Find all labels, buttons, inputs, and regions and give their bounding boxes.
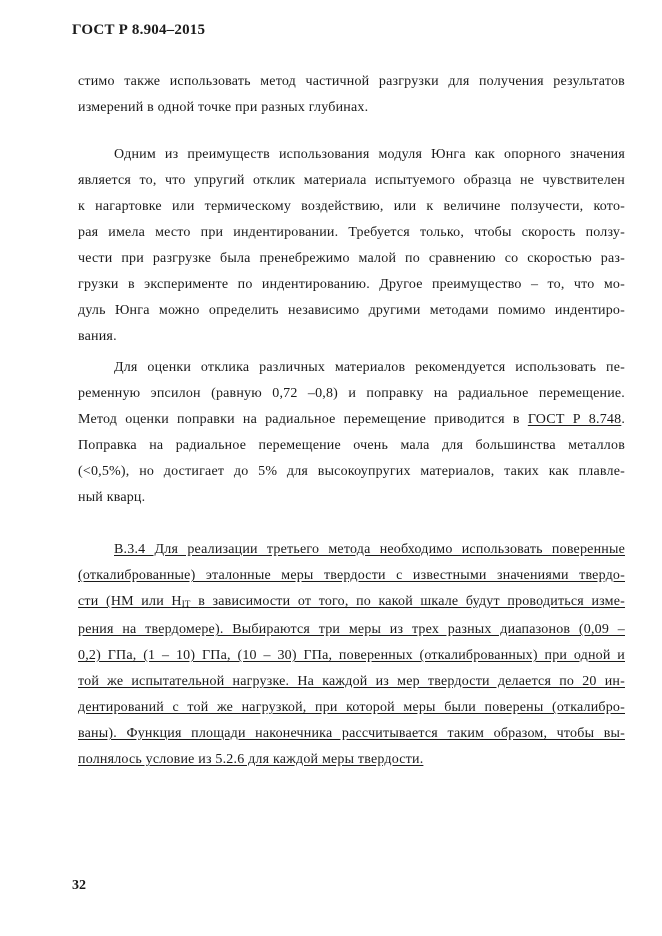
text-fragment: . [621, 412, 626, 427]
text-line: дентирований с той же нагрузкой, при которой меры были поверены (откалибро- [78, 700, 625, 715]
page-number: 32 [72, 878, 86, 893]
text-line: ременную эпсилон (равную 0,72 –0,8) и поправку на радиальное перемещение. [78, 386, 625, 401]
subscript-it: IT [181, 599, 191, 609]
text-line: к нагартовке или термическому воздействию, или к величине ползучести, кото- [78, 199, 625, 214]
gost-reference-link[interactable]: ГОСТ Р 8.748 [527, 412, 622, 427]
text-line: дуль Юнга можно определить независимо другими методами помимо индентиро- [78, 303, 625, 318]
text-line: Одним из преимуществ использования модуля Юнга как опорного значения [114, 147, 625, 162]
text-line: В.3.4 Для реализации третьего метода необходимо использовать поверенные [114, 542, 625, 557]
text-line: ваны). Функция площади наконечника рассчитывается таким образом, чтобы вы- [78, 726, 625, 741]
text-line: является то, что упругий отклик материала испытуемого образца не чувствителен [78, 173, 625, 188]
text-line: (откалиброванные) эталонные меры твердости с известными значениями твердо- [78, 568, 625, 583]
paragraph-continuation [78, 69, 625, 121]
text-line: рая имела место при индентировании. Требуется только, чтобы скорость ползу- [78, 225, 625, 240]
document-header: ГОСТ Р 8.904–2015 [72, 22, 206, 38]
paragraph-b-3-4-underlined [78, 537, 625, 773]
text-line: стимо также использовать метод частичной разгрузки для получения результатов [78, 74, 625, 89]
paragraph-youngs-modulus [78, 142, 625, 350]
text-line: Поправка на радиальное перемещение очень мала для большинства металлов [78, 438, 625, 453]
text-line: грузки в эксперименте по индентированию. Другое преимущество – то, что мо- [78, 277, 625, 292]
text-line: чести при разгрузке была пренебрежимо малой по сравнению со скоростью раз- [78, 251, 625, 266]
text-fragment: в зависимости от того, по какой шкале будут проводиться изме- [198, 594, 626, 609]
text-fragment: Метод оценки поправки на радиальное перемещение приводится в [78, 412, 520, 427]
text-line: вания. [78, 329, 117, 344]
text-line: ный кварц. [78, 490, 146, 505]
text-line: той же испытательной нагрузке. На каждой из мер твердости делается по 20 ин- [78, 674, 625, 689]
text-line-with-link [78, 407, 625, 433]
paragraph-material-response [78, 355, 625, 511]
text-line-with-subscript [78, 589, 625, 617]
text-fragment: сти (HM или H [78, 594, 182, 609]
text-line: (<0,5%), но достигает до 5% для высокоупругих материалов, таких как плавле- [78, 464, 625, 479]
text-line: измерений в одной точке при разных глубинах. [78, 100, 369, 115]
text-line: рения на твердомере). Выбираются три меры из трех разных диапазонов (0,09 – [78, 622, 625, 637]
text-line: 0,2) ГПа, (1 – 10) ГПа, (10 – 30) ГПа, поверенных (откалиброванных) при одной и [78, 648, 625, 663]
text-line: Для оценки отклика различных материалов рекомендуется использовать пе- [114, 360, 625, 375]
text-line: полнялось условие из 5.2.6 для каждой меры твердости. [78, 752, 424, 767]
